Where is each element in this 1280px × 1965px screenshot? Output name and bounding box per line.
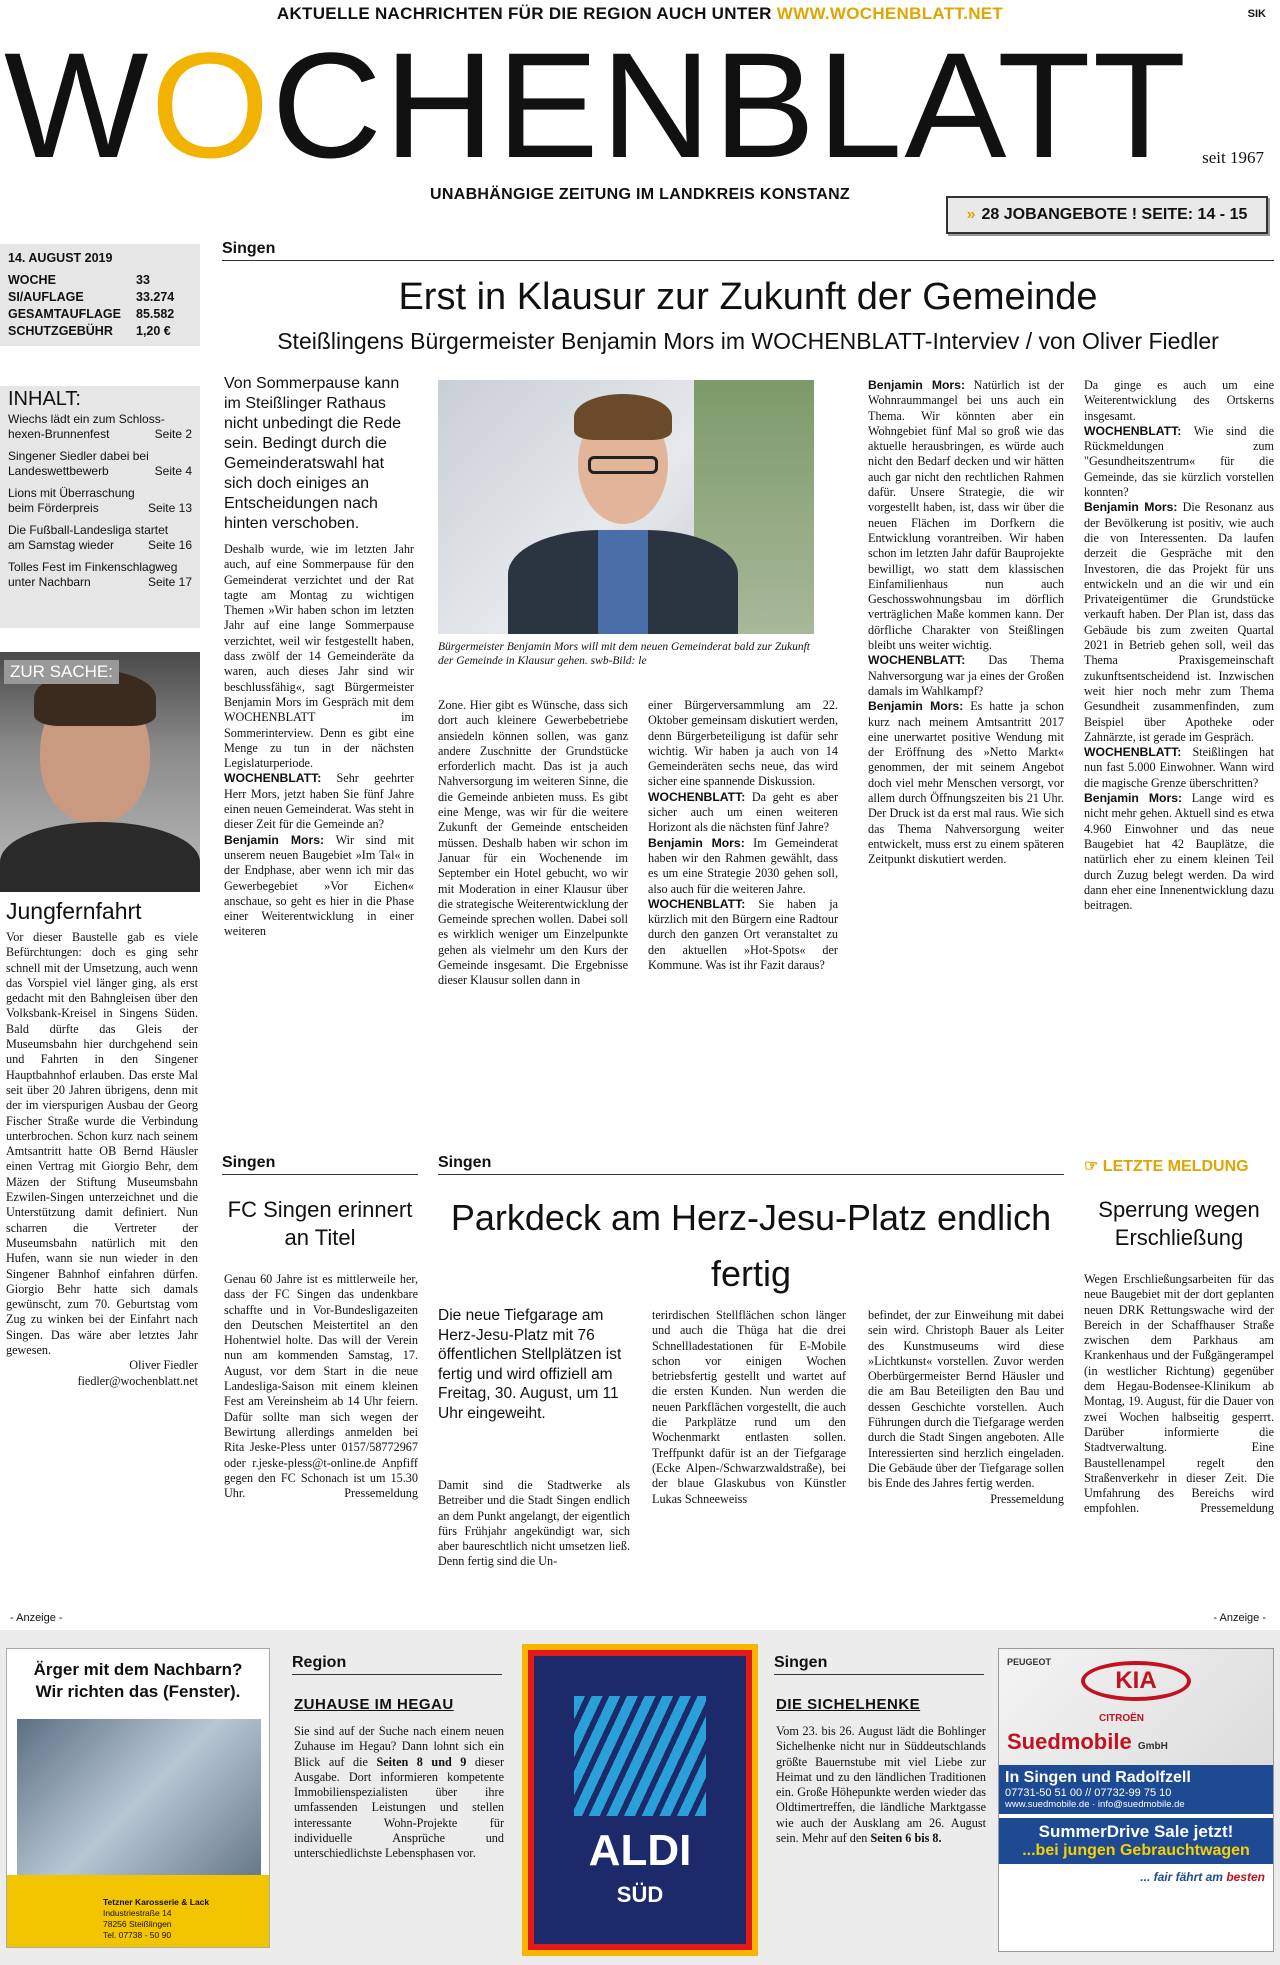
top-banner-text: AKTUELLE NACHRICHTEN FÜR DIE REGION AUCH UNTER <box>276 4 772 23</box>
contents-item-page: Seite 13 <box>147 501 192 515</box>
suedmobile-ad[interactable] <box>998 1648 1274 1952</box>
closure-author: Pressemeldung <box>1200 1501 1274 1516</box>
main-lead: Von Sommerpause kann im Steißlinger Rathaus nicht unbedingt die Rede sein. Bedingt durch die Gemeinderatswahl hat sich doch einiges an Entscheidungen nach hinten verschoben. <box>224 375 402 532</box>
closure-body <box>1084 1272 1274 1608</box>
fc-author: Pressemeldung <box>344 1486 418 1501</box>
contents-item-line1: Tolles Fest im Finkenschlagweg <box>8 559 178 574</box>
question-text: Sie haben ja kürzlich mit den Bürgern eine Radtour durch den ganzen Ort veranstaltet zu den aktuellen »Hot-Spots« der Kommune. Was ist ihr Fazit daraus? <box>648 896 838 973</box>
meta-label: SI/AUFLAGE <box>8 290 84 304</box>
issue-date: 14. AUGUST 2019 <box>8 251 113 265</box>
article-column <box>224 542 414 1122</box>
section-label: Singen <box>222 240 1274 261</box>
since-year: seit 1967 <box>1202 148 1264 167</box>
park-text: Damit sind die Stadtwerke als Betreiber und die Stadt Singen endlich an dem Punkt angelangt, der eigentlich fürs Frühjahr angekündigt war, sich aber baureschtlich nicht umsetzen ließ. Denn fertig sind die Un- <box>438 1478 630 1569</box>
suedmobile-brand <box>1007 1729 1168 1755</box>
zuhause-pages: Seiten 8 und 9 <box>376 1754 467 1769</box>
suedmobile-contact <box>999 1765 1273 1814</box>
website-link[interactable]: WWW.WOCHENBLATT.NET <box>776 4 1004 23</box>
closure-text: Wegen Erschließungsarbeiten für das neue Baugebiet mit der dort geplanten neuen DRK Rettungswache wird der Bereich in der Schaffhauser Straße zwischen dem Parkhaus am Krankenhaus und der Fußgängerampel (in westlicher Richtung) gegenüber dem Hegau-Bodensee-Klinikum ab Montag, 19. August, für die Dauer von zwei Wochen halbseitig gesperrt. Darüber informierte die Stadtverwaltung. Eine Baustellenampel regelt den Straßenverkehr in dieser Zeit. Die Umfahrung des Bereichs wird empfohlen. <box>1084 1272 1274 1516</box>
aldi-name: ALDI <box>588 1826 692 1875</box>
article-column <box>648 698 838 1122</box>
contents-item-line2: beim Förderpreis <box>8 501 99 515</box>
sichel-title[interactable]: DIE SICHELHENKE <box>776 1696 921 1713</box>
fc-headline[interactable]: FC Singen erinnert an Titel <box>227 1197 413 1250</box>
tetzner-contact <box>103 1897 265 1941</box>
tetzner-headline-2: Wir richten das (Fenster). <box>35 1682 241 1701</box>
interviewee-label: Benjamin Mors: <box>868 378 966 392</box>
article-column <box>1084 378 1274 1122</box>
aldi-logo-icon <box>574 1696 706 1816</box>
sichel-body <box>776 1724 986 1944</box>
car-brand-logos <box>999 1649 1273 1765</box>
park-author: Pressemeldung <box>990 1491 1064 1506</box>
meta-label: SCHUTZGEBÜHR <box>8 324 113 338</box>
contents-item-line1: Die Fußball-Landesliga startet <box>8 522 169 537</box>
interviewer-label: WOCHENBLATT: <box>1084 745 1182 760</box>
column-author: Oliver Fiedler <box>129 1358 198 1373</box>
article-column <box>868 378 1064 1122</box>
contents-item-line2: am Samstag wieder <box>8 538 115 552</box>
section-label: Singen <box>438 1154 1064 1175</box>
contents-item-page: Seite 16 <box>147 538 192 552</box>
contents-item-line1: Wiechs lädt ein zum Schloss- <box>8 411 165 426</box>
contents-box <box>0 386 200 628</box>
tetzner-city: 78256 Steißlingen <box>103 1919 172 1929</box>
citroen-logo: CITROËN <box>1099 1713 1144 1724</box>
interviewer-label: WOCHENBLATT: <box>1084 423 1182 438</box>
mayor-photo <box>438 380 814 634</box>
article-text: Da ginge es auch um eine Weiterentwicklung des Ortskerns insgesamt. <box>1084 378 1274 423</box>
sichel-text: Vom 23. bis 26. August lädt die Bohlinger Sichelhenke nicht nur in Süddeutschlands größte Bauernstube mit viel Liebe zur Heimat und zu den ländlichen Traditionen ein. Große Höhepunkte werden wieder das Oldtimertreffen, die ländliche Marktgasse wie auch der Ausklang am 26. August sein. Mehr auf den <box>776 1724 986 1846</box>
sichel-pages: Seiten 6 bis 8. <box>870 1831 942 1846</box>
edition-code: SIK <box>1247 8 1266 20</box>
fc-body <box>224 1272 418 1608</box>
meta-value: 85.582 <box>136 307 175 321</box>
park-lead: Die neue Tiefgarage am Herz-Jesu-Platz mit 76 öffentlichen Stellplätzen ist fertig und wird offiziell am Freitag, 30. August, um 11 Uhr eingeweiht. <box>438 1307 622 1422</box>
contents-item[interactable] <box>8 523 192 554</box>
closure-headline[interactable]: Sperrung wegen Erschließung <box>1098 1197 1260 1250</box>
contents-item-line2: Landeswettbewerb <box>8 464 109 478</box>
logo-letter-o: O <box>150 24 272 174</box>
broken-window-image <box>17 1719 261 1879</box>
park-column <box>652 1308 846 1608</box>
suedmobile-phone: 07731-50 51 00 // 07732-99 75 10 <box>1005 1787 1172 1799</box>
park-text: befindet, der zur Einweihung mit dabei sein wird. Christoph Bauer als Leiter des Kunstmuseums wird diese »Lichtkunst« vorstellen. Zuvor werden Oberbürgermeister Bernd Häusler und die am Bau Beteiligten den Bau und dessen Geschichte vorstellen. Auch Führungen durch die Tiefgarage werden durch die Stadt Singen angeboten. Alle Interessierten sind herzlich eingeladen. Die Gebäude über der Tiefgarage sollen bis Ende des Jahres fertig werden. <box>868 1308 1064 1491</box>
interviewer-label: WOCHENBLATT: <box>224 771 322 786</box>
advert-label: - Anzeige - <box>1213 1612 1266 1624</box>
zuhause-title[interactable]: ZUHAUSE IM HEGAU <box>294 1696 454 1713</box>
interviewee-label: Benjamin Mors: <box>868 699 964 714</box>
park-column <box>438 1478 630 1608</box>
meta-label: GESAMTAUFLAGE <box>8 307 121 321</box>
contents-item-line2: hexen-Brunnenfest <box>8 427 110 441</box>
park-column <box>868 1308 1064 1608</box>
aldi-sub: SÜD <box>616 1882 664 1907</box>
contents-item[interactable] <box>8 560 192 591</box>
slogan-emphasis: besten <box>1226 1870 1265 1884</box>
section-label: Singen <box>222 1154 418 1175</box>
column-body <box>6 930 198 1512</box>
question-text: Steißlingen hat nun fast 5.000 Einwohner. Wann wird die magische Grenze überschritten? <box>1084 745 1274 790</box>
job-offers-box[interactable] <box>946 196 1268 234</box>
suedmobile-web[interactable]: www.suedmobile.de · info@suedmobile.de <box>1005 1799 1185 1810</box>
section-label: Region <box>292 1654 502 1675</box>
column-title: Jungfernfahrt <box>6 898 142 924</box>
tetzner-ad[interactable] <box>6 1648 270 1948</box>
photo-caption: Bürgermeister Benjamin Mors will mit dem neuen Gemeinderat bald zur Zukunft der Gemeinde in Klausur gehen. swb-Bild: le <box>438 641 811 667</box>
fc-text: Genau 60 Jahre ist es mittlerweile her, dass der FC Singen das undenkbare schaffte und in Vor-Bundesligazeiten den Deutschen Meistertitel an den Hohentwiel holte. Das will der Verein nun am kommenden Samstag, 17. August, vor dem Start in die neue Landesliga-Saison mit einem kleinen Fest am Vereinsheim ab 14 Uhr feiern. Dafür sollte man sich wegen der Bewirtung allerdings anmelden bei Rita Jeske-Pless unter 0157/58772967 oder r.jeske-pless@t-online.de Anpfiff gegen den FC Schonach ist um 15.30 Uhr. <box>224 1272 418 1501</box>
answer-text: Es hatte ja schon kurz nach meinem Amtsantritt 2017 eine unerwartet positive Wendung mit der Eröffnung des »Netto Markt« genommen, der mit seinem Angebot doch viel mehr Menschen versorgt, vor allem durch Öffnungszeiten bis 21 Uhr. Der Druck ist da erst mal raus. Wie sich das Thema Nahversorgung weiter entwickelt, muss erst zu einem späteren Zeitpunkt diskutiert werden. <box>868 699 1064 867</box>
suedmobile-city: In Singen und Radolfzell <box>1005 1769 1191 1786</box>
contents-item-line2: unter Nachbarn <box>8 575 91 589</box>
column-text: Vor dieser Baustelle gab es viele Befürchtungen: doch es ging sehr schnell mit der Umsetzung, auch wenn das Vorspiel viel länger ging, als erst gedacht mit den Bahngleisen über den Volksbank-Kreisel in Singens Süden. Bald dürfte das Gleis der Museumsbahn hier durchgehend sein und Fahrten in den Singener Hauptbahnhof erlauben. Das erste Mal seit über 20 Jahren übrigens, denn mit der im vierspurigen Ausbau der Georg Fischer Straße wurde die Verbindung unterbrochen. Schon kurz nach seinem Amtsantritt hatte OB Bernd Häusler einen Vertrag mit Giorgio Behr, dem Mäzen der Stiftung Museumsbahn Ezwilen-Singen unterzeichnet und die Unterstützung damit definiert. Nun scharren die Vertreter der Museumsbahn natürlich mit den Hufen, wann sie nun wieder in den Singener Bahnhof einfahren dürfen. Giorgio Behr hatte sich damals gewünscht, zum 70. Geburtstag vom Zug zu winken bei der Einfahrt nach Singen. Das wäre aber letztes Jahr gewesen. <box>6 930 198 1358</box>
answer-text: Natürlich ist der Wohnraummangel bei uns auch ein Thema. Wir könnten aber ein Wohngebiet fünf Mal so groß wie das aktuelle herausbringen, es würde auch nicht den Bedarf decken und wir hätten auch gar nicht den rechtlichen Rahmen dafür. Unsere Strategie, die wir vorgestellt haben, ist, dass wir über die neuen Flächen im Dorfkern die Entwicklung vorantreiben. Wir haben schon im letzten Jahr dafür Bauprojekte bewilligt, wo statt dem klassischen Einfamilienhaus nun auch Geschosswohnungsbau im dörflich verträglichen Maße kommen kann. Der dörfliche Charakter von Steißlingen bleibt uns weiter wichtig. <box>868 378 1064 653</box>
sale-line-2: ...bei jungen Gebrauchtwagen <box>1022 1842 1250 1859</box>
section-label: Singen <box>774 1654 984 1675</box>
article-text: einer Bürgerversammlung am 22. Oktober gemeinsam diskutiert werden, denn Bürgerbeteiligung ist dafür sehr wichtig. Wir haben ja auch von 14 Gemeinderäten sechs neue, das wird sicher eine spannende Diskussion. <box>648 698 838 789</box>
meta-label: WOCHE <box>8 273 56 287</box>
zuhause-text: Sie sind auf der Suche nach einem neuen Zuhause im Hegau? Dann lohnt sich ein Blick auf die <box>294 1724 504 1769</box>
issue-meta-box <box>0 244 200 346</box>
tetzner-street: Industriestraße 14 <box>103 1908 172 1918</box>
newspaper-logo <box>0 24 1280 174</box>
interviewer-label: WOCHENBLATT: <box>868 653 966 668</box>
suedmobile-gmbh: GmbH <box>1137 1741 1168 1752</box>
last-news-text: LETZTE MELDUNG <box>1102 1158 1249 1175</box>
tetzner-headline-1: Ärger mit dem Nachbarn? <box>33 1660 243 1679</box>
answer-text: Im Gemeinderat haben wir den Rahmen gewählt, dass es um eine Strategie 2030 gehen soll, also auch für die weiteren Jahre. <box>648 835 838 896</box>
contents-item-page: Seite 4 <box>154 464 192 478</box>
contents-item[interactable] <box>8 412 192 443</box>
tetzner-phone: Tel. 07738 - 50 90 <box>103 1930 172 1940</box>
sale-line-1: SummerDrive Sale jetzt! <box>1038 1822 1234 1841</box>
column-email[interactable]: fiedler@wochenblatt.net <box>77 1373 198 1388</box>
contents-item[interactable] <box>8 449 192 480</box>
contents-item-page: Seite 17 <box>147 575 192 589</box>
question-text: Sehr geehrter Herr Mors, jetzt haben Sie fünf Jahre einen neuen Gemeinderat. Was steht in dieser Zeit für die Gemeinde an? <box>224 771 414 832</box>
interviewer-label: WOCHENBLATT: <box>648 789 746 804</box>
interviewee-label: Benjamin Mors: <box>1084 500 1178 515</box>
contents-item-page: Seite 2 <box>154 427 192 441</box>
contents-item[interactable] <box>8 486 192 517</box>
main-subheadline: Steißlingens Bürgermeister Benjamin Mors im WOCHENBLATT-Interviev / von Oliver Fiedler <box>277 328 1219 354</box>
meta-value: 1,20 € <box>136 324 171 338</box>
answer-text: Lange wird es nicht mehr gehen. Aktuell sind es etwa 4.960 Einwohner und das neue Baugebiet hat 42 Bauplätze, die natürlich eher zu einem kleinen Teil durch Zuzug belegt werden. Da wird dann eher eine Innenentwicklung dazu beitragen. <box>1084 791 1274 913</box>
zuhause-body <box>294 1724 504 1944</box>
article-text: Zone. Hier gibt es Wünsche, dass sich dort auch kleinere Gewerbebetriebe ansiedeln können sollen, was ganz andere Zuschnitte der Grundstücke erforderlich macht. Das ist ja auch Nahversorgung im weiteren Sinne, die die Gemeinde anbieten muss. Es gibt eine Menge, was wir für die weitere Zukunft der Gemeinde entscheiden müssen. Deshalb haben wir schon im Januar für ein Wochenende im September ein Hotel gebucht, wo wir mit Moderation in einer Klausur über die strategische Weiterentwicklung der Gemeinde sprechen wollen. Dabei soll es wirklich weniger um Einzelpunkte gehen als vielmehr um den Kurs der Gemeinde insgesamt. Die Ergebnisse dieser Klausur sollen dann in <box>438 698 628 988</box>
main-headline[interactable]: Erst in Klausur zur Zukunft der Gemeinde <box>398 276 1098 318</box>
contents-item-line1: Singener Siedler dabei bei <box>8 448 149 463</box>
park-text: terirdischen Stellflächen schon länger und auch die Thüga hat die drei Schnellladestationen für E-Mobile schon vor einigen Wochen betriebsfertig gestellt und wartet auf die ersten Kunden. Nun werden die neuen Parkflächen vorgestellt, die auch die Parkplätze rund um den Wochenmarkt entlasten sollen. Treffpunkt dafür ist an der Tiefgarage (Ecke Alpen-/Schwarzwaldstraße), bei der blaue Glaskubus von Künstler Lukas Schneeweiss <box>652 1308 846 1506</box>
answer-text: Wir sind mit unserem neuen Baugebiet »Im Tal« in der Endphase, aber wenn ich mir das Gewerbegebiet »Vor Eichen« anschaue, so geht es hier in die Phase einer Weiterentwicklung in einer weiteren <box>224 832 414 939</box>
arrow-icon: » <box>966 206 976 223</box>
question-text: Wie sind die Rückmeldungen zum "Gesundheitszentrum« für die Gemeinde, das sie kürzlich vorstellen konnten? <box>1084 423 1274 500</box>
logo-letters-rest: CHENBLATT <box>271 24 1189 174</box>
interviewee-label: Benjamin Mors: <box>224 832 325 847</box>
question-text: Da geht es aber sicher auch um einen weiteren Horizont als die nächsten fünf Jahre? <box>648 789 838 835</box>
answer-text: Die Resonanz aus der Bevölkerung ist positiv, wie auch die von Interessenten. Da laufen derzeit die Gespräche mit den Investoren, die das Projekt für uns entwickeln und an die wir und ein Privateigentümer die Grundstücke verkauft haben. Der Plan ist, dass das Gebäude bis zum zweiten Quartal 2021 in Betrieb gehen soll, weil das Thema Praxisgemeinschaft zukunftsentscheidend ist. Inzwischen weit hier noch mehr zum Thema Gesundheit zusammenfinden, zum Beispiel über Apotheke oder Zahnärzte, ist gerade im Gespräch. <box>1084 500 1274 744</box>
interviewer-label: WOCHENBLATT: <box>648 896 746 911</box>
zur-sache-tag: ZUR SACHE: <box>4 660 119 684</box>
newspaper-subtitle: UNABHÄNGIGE ZEITUNG IM LANDKREIS KONSTANZ <box>430 186 850 203</box>
contents-item-line1: Lions mit Überraschung <box>8 485 135 500</box>
article-text: Deshalb wurde, wie im letzten Jahr auch, auf eine Sommerpause für den Gemeinderat verzichtet und der Rat tagte am Montag zu wichtigen Themen »Wir haben schon im letzten Jahr auf eine lange Sommerpause verzichtet, weil wir festgestellt haben, dass zwölf der 14 Gemeinderäte da waren, auch dieses Jahr sind wir beschlussfähig«, sagt Bürgermeister Benjamin Mors im Gespräch mit dem WOCHENBLATT im Sommerinterview. Denn es gibt eine Menge zu tun in der nächsten Legislaturperiode. <box>224 542 414 771</box>
interviewee-label: Benjamin Mors: <box>648 835 745 850</box>
kia-logo: KIA <box>1081 1661 1191 1701</box>
suedmobile-name: Suedmobile <box>1007 1729 1132 1754</box>
park-headline[interactable]: Parkdeck am Herz-Jesu-Platz endlich fertig <box>450 1197 1052 1294</box>
job-offers-text: 28 JOBANGEBOTE ! SEITE: 14 - 15 <box>981 206 1248 223</box>
interviewee-label: Benjamin Mors: <box>1084 791 1183 806</box>
aldi-ad[interactable] <box>528 1650 752 1950</box>
peugeot-logo: PEUGEOT <box>1007 1657 1052 1667</box>
zuhause-text-rest: dieser Ausgabe. Dort informieren kompetente Immobilienspezialisten über ihre umfassenden Leistungen und stellen interessante Wohn-Projekte für individuelle Ansprüche und unterschiedlichste Lebensphasen vor. <box>294 1754 504 1861</box>
advert-label: - Anzeige - <box>10 1612 63 1624</box>
meta-value: 33 <box>136 273 150 287</box>
sale-banner <box>999 1818 1273 1864</box>
logo-letter-w: W <box>4 24 151 174</box>
top-banner <box>0 4 1280 24</box>
tetzner-company: Tetzner Karosserie & Lack <box>103 1897 210 1907</box>
slogan <box>999 1864 1273 1890</box>
article-column <box>438 698 628 1122</box>
columnist-photo <box>0 652 200 892</box>
contents-title: INHALT: <box>8 388 81 410</box>
slogan-text: ... fair fährt am <box>1140 1870 1223 1884</box>
last-news-label <box>1084 1156 1249 1176</box>
question-text: Das Thema Nahversorgung war ja eines der Großen damals im Wahlkampf? <box>868 653 1064 698</box>
meta-value: 33.274 <box>136 290 175 304</box>
pointing-hand-icon: ☞ <box>1084 1158 1099 1175</box>
